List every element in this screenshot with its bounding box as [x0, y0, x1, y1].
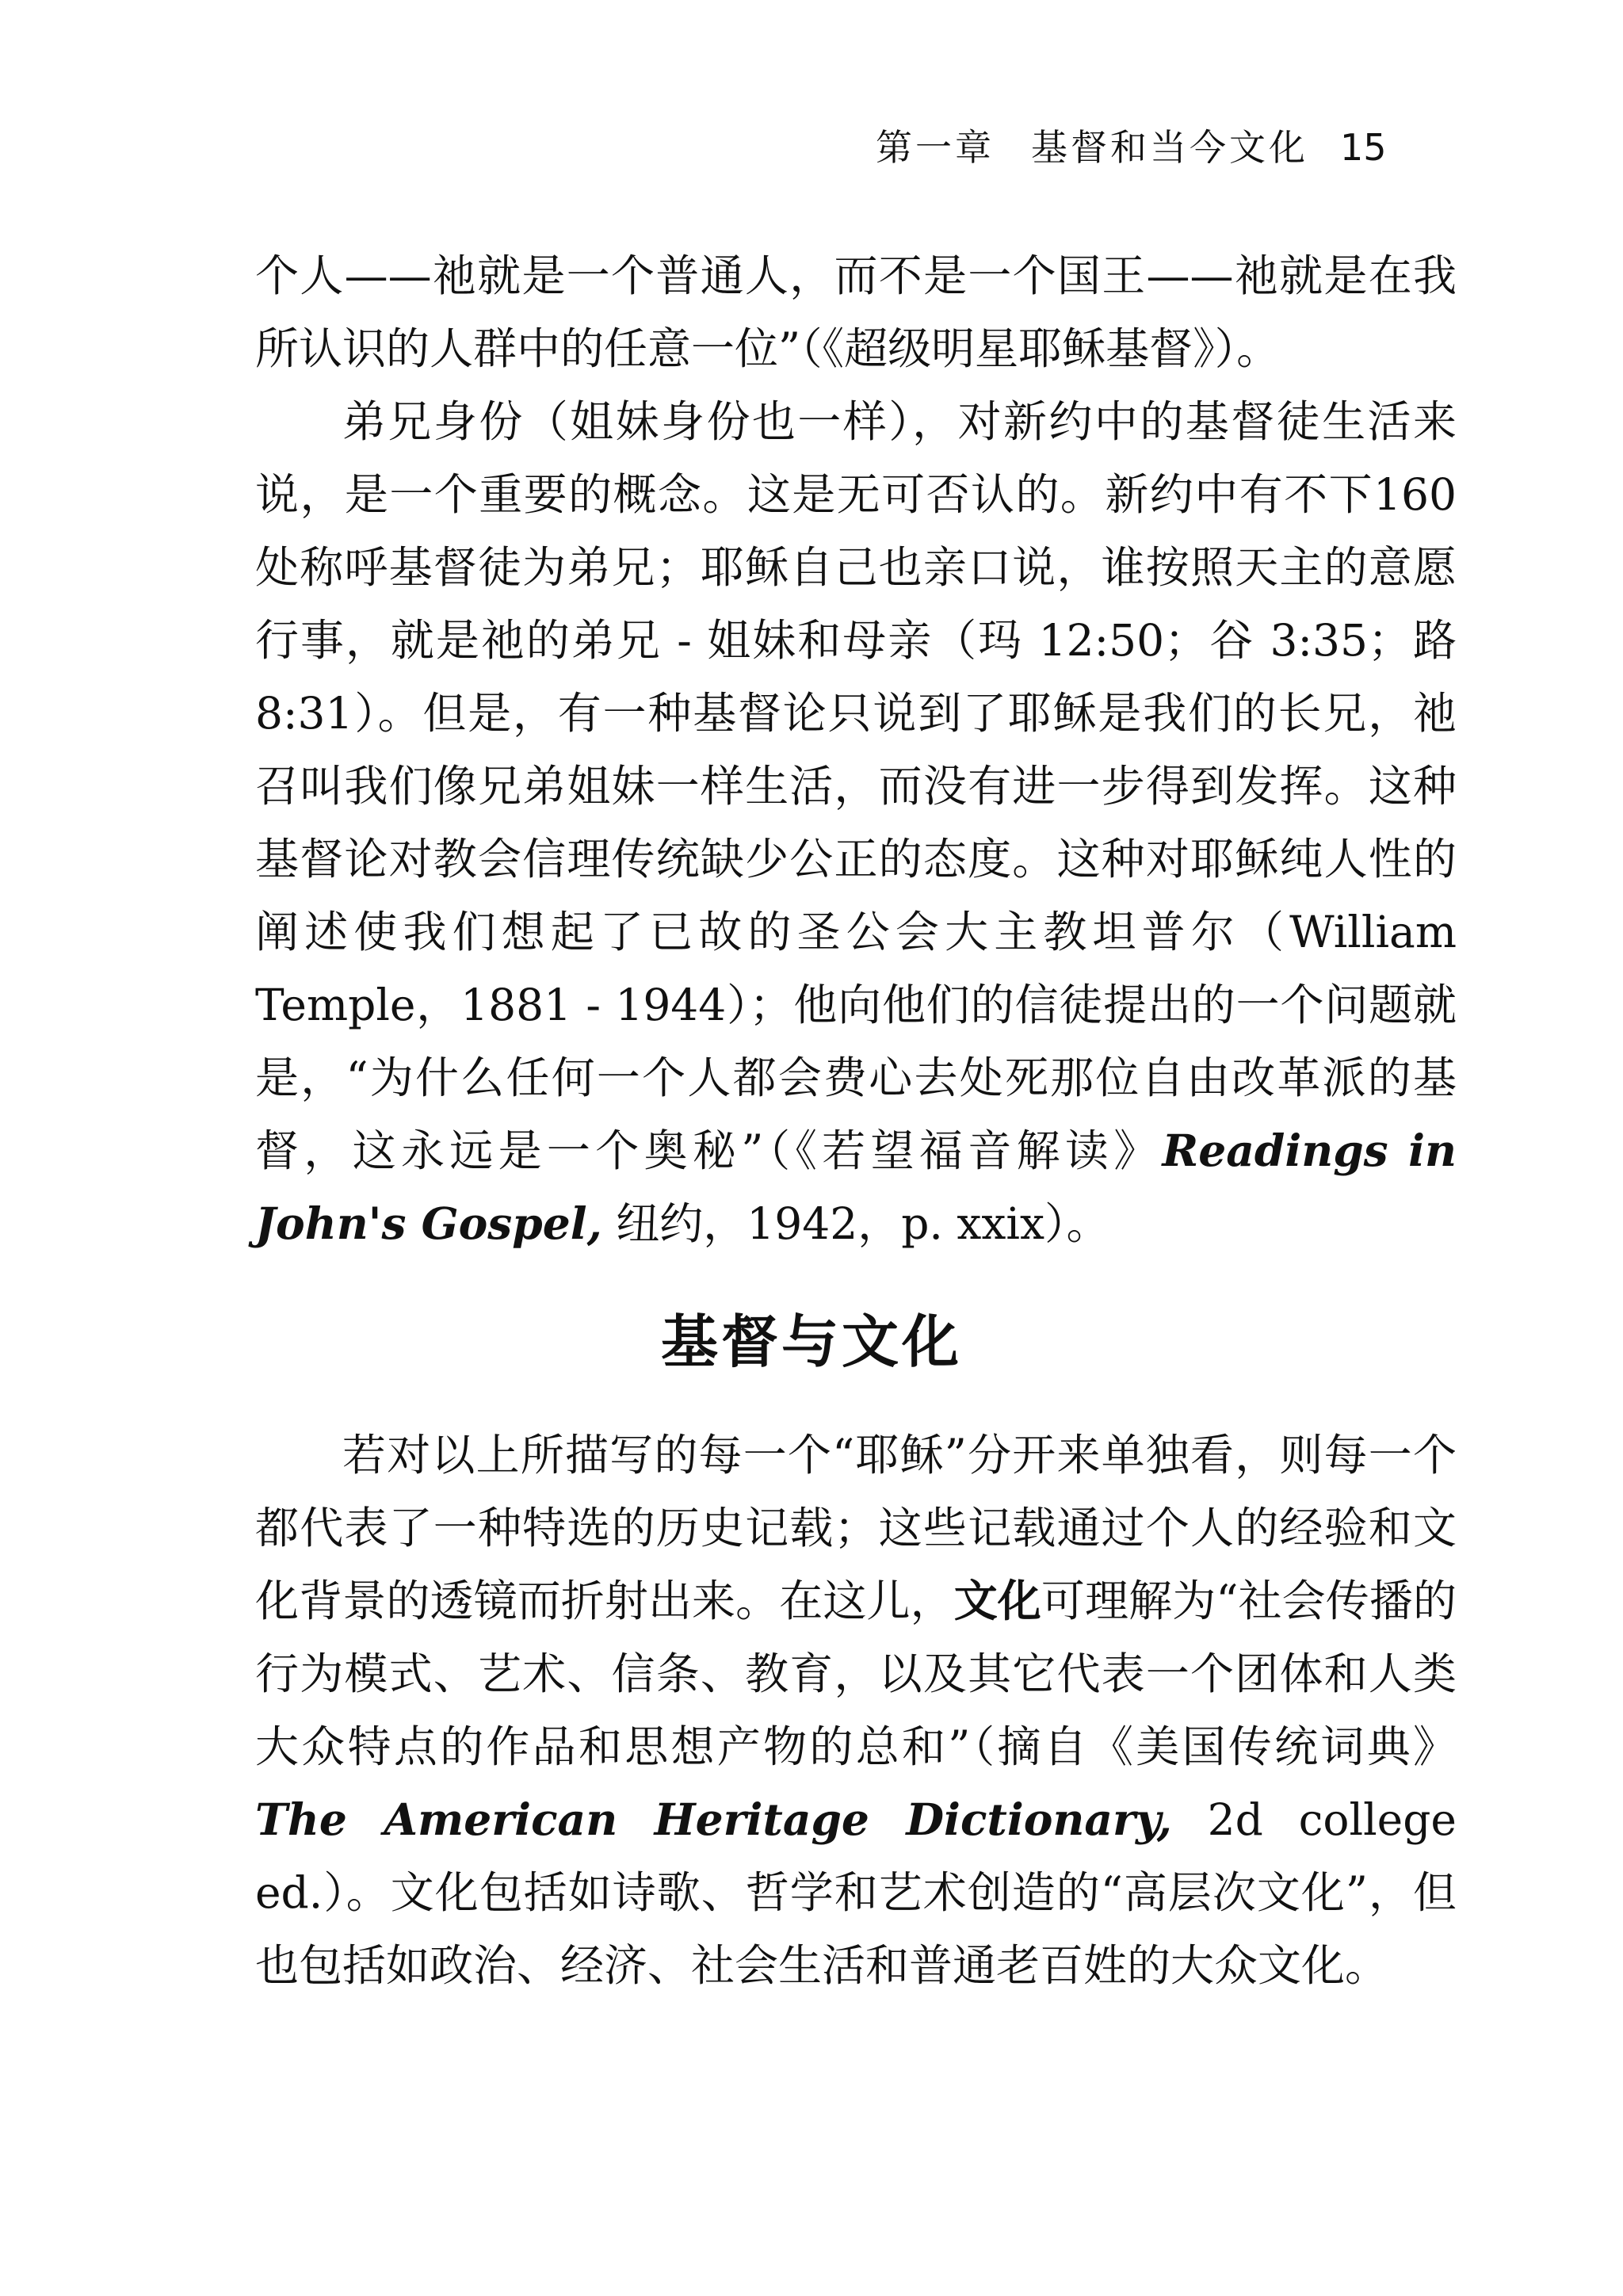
book-title-readings: Readings in John's Gospel, [255, 1125, 1457, 1249]
paragraph-culture-text-c: 2d college ed.）。文化包括如诗歌、哲学和艺术创造的“高层次文化”，但也包括如政治、经济、社会生活和普通老百姓的大众文化。 [255, 1794, 1457, 1991]
body-text-lower [255, 1419, 1457, 2002]
citation-tail: 纽约，1942，p. xxix）。 [601, 1198, 1110, 1249]
term-culture: 文化 [953, 1575, 1041, 1626]
paragraph-brotherhood [255, 385, 1457, 1260]
section-heading: 基督与文化 [660, 1308, 962, 1375]
running-header [876, 119, 1430, 174]
page-number: 15 [1340, 126, 1387, 169]
paragraph-culture-text-a: 若对以上所描写的每一个“耶稣”分开来单独看，则每一个都代表了一种特选的历史记载；这些记载通过个人的经验和文化背景的透镜而折射出来。在这儿， [255, 1430, 1457, 1626]
paragraph-brotherhood-text: 弟兄身份（姐妹身份也一样），对新约中的基督徒生活来说，是一个重要的概念。这是无可否认的。新约中有不下160处称呼基督徒为弟兄；耶稣自己也亲口说，谁按照天主的意愿行事，就是祂的弟兄 - 姐妹和母亲（玛 12:50；谷 3:35；路 8:31）。但是，有一种基督论只说到了耶稣是我们的长兄，祂召叫我们像兄弟姐妹一样生活，而没有进一步得到发挥。这种基督论对教会信理传统缺少公正的态度。这种对耶稣纯人性的阐述使我们想起了已故的圣公会大主教坦普尔（William Temple，1881 - 1944）；他向他们的信徒提出的一个问题就是，“为什么任何一个人都会费心去处死那位自由改革派的基督，这永远是一个奥秘”（《若望福音解读》 [255, 396, 1457, 1176]
chapter-title: 基督和当今文化 [1031, 126, 1308, 169]
paragraph-continuation: 个人——祂就是一个普通人，而不是一个国王——祂就是在我所认识的人群中的任意一位”（《超级明星耶稣基督》）。 [255, 250, 1457, 374]
body-text-upper [255, 239, 1457, 1260]
paragraph-culture-text-b: 可理解为“社会传播的行为模式、艺术、信条、教育，以及其它代表一个团体和人类大众特点的作品和思想产物的总和”（摘自《美国传统词典》 [255, 1576, 1457, 1772]
paragraph-culture [255, 1419, 1457, 2002]
book-title-dictionary: The American Heritage Dictionary, [255, 1794, 1172, 1845]
chapter-label: 第一章 [876, 126, 995, 169]
